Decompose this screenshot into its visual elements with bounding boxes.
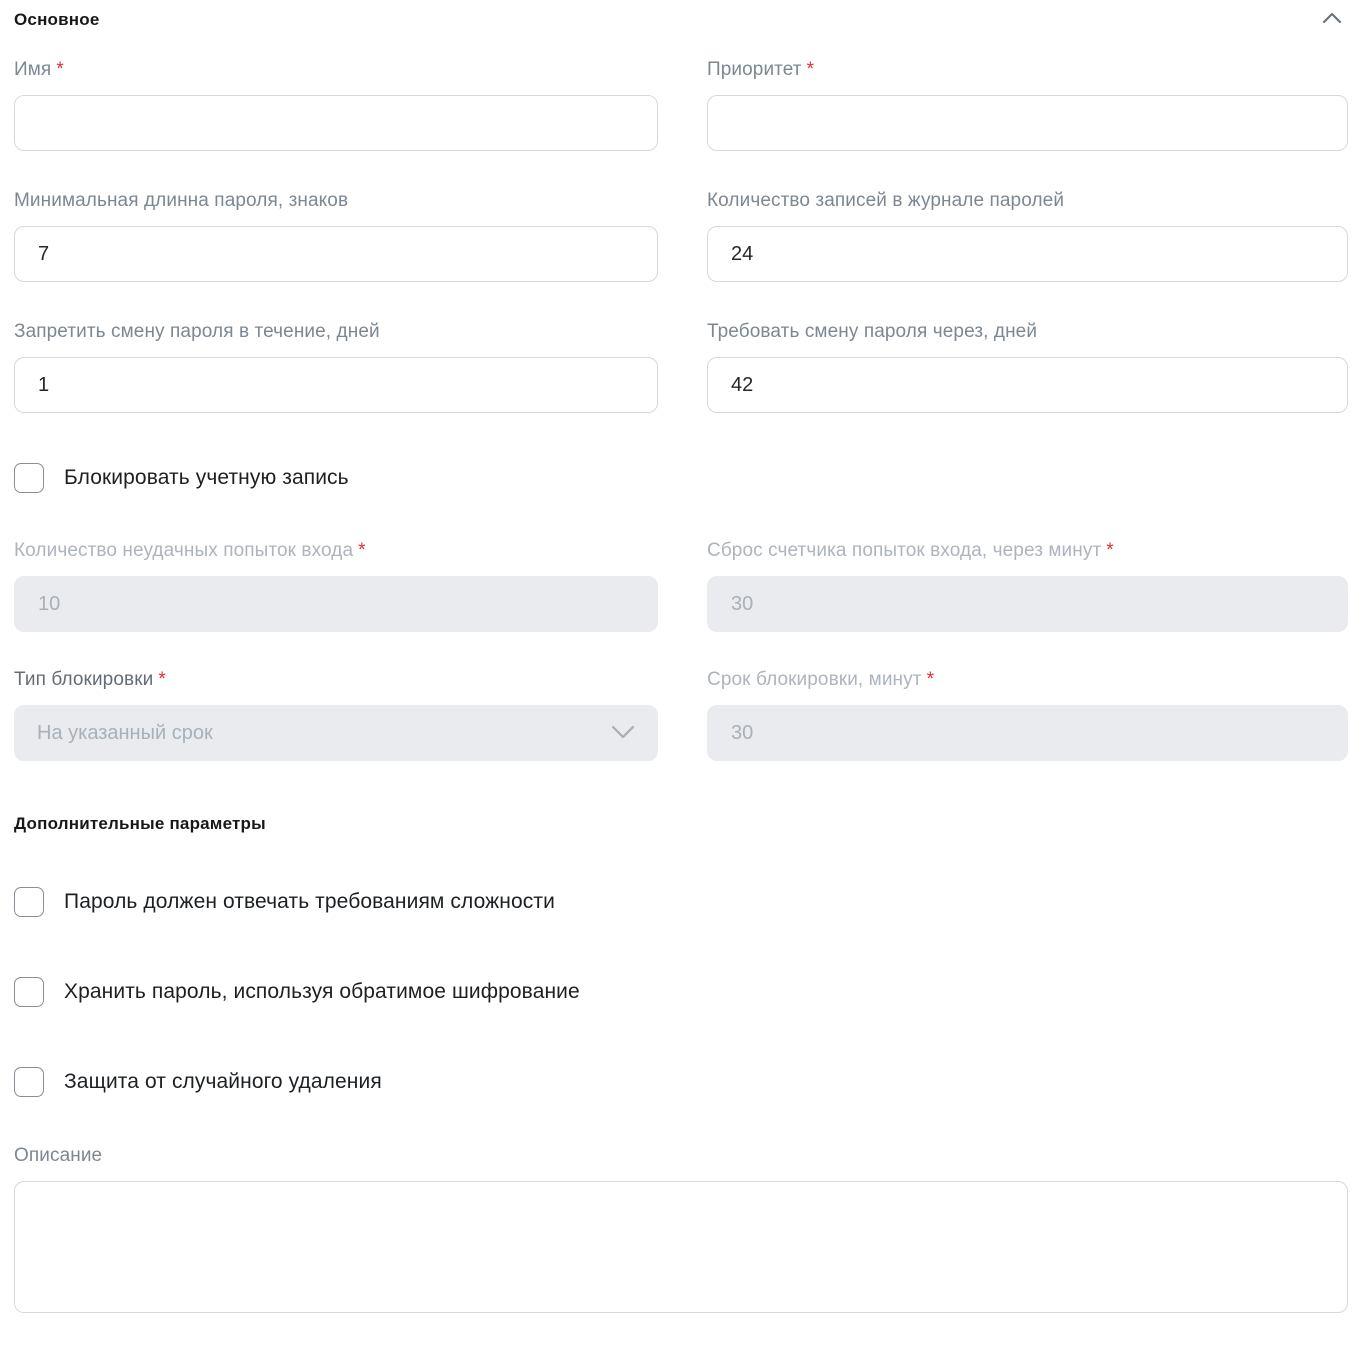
min-password-length-input[interactable] xyxy=(14,226,658,282)
reversible-encryption-checkbox[interactable] xyxy=(14,977,44,1007)
password-journal-input[interactable] xyxy=(707,226,1348,282)
require-change-days-label: Требовать смену пароля через, дней xyxy=(707,321,1038,342)
name-input[interactable] xyxy=(14,95,658,151)
password-complexity-checkbox[interactable] xyxy=(14,887,44,917)
forbid-change-days-label: Запретить смену пароля в течение, дней xyxy=(14,321,380,342)
require-change-days-field xyxy=(707,321,1348,413)
failed-login-attempts-input xyxy=(14,576,658,632)
password-journal-field xyxy=(707,190,1348,282)
delete-protection-checkbox[interactable] xyxy=(14,1067,44,1097)
description-label: Описание xyxy=(14,1145,103,1166)
required-asterisk: * xyxy=(158,669,166,690)
description-textarea[interactable] xyxy=(14,1181,1348,1313)
lock-account-checkbox-row xyxy=(14,463,1348,493)
required-asterisk: * xyxy=(358,540,366,561)
reversible-encryption-checkbox-row xyxy=(14,977,1348,1007)
reset-counter-field xyxy=(707,540,1348,632)
lock-account-checkbox-label: Блокировать учетную запись xyxy=(64,466,349,489)
required-asterisk: * xyxy=(806,59,815,80)
lock-account-checkbox[interactable] xyxy=(14,463,44,493)
lock-type-select xyxy=(14,705,658,761)
collapse-section-button[interactable] xyxy=(1318,10,1346,29)
lock-type-field xyxy=(14,669,658,761)
password-complexity-checkbox-row xyxy=(14,887,1348,917)
description-field xyxy=(14,1145,1348,1313)
delete-protection-checkbox-label: Защита от случайного удаления xyxy=(64,1070,382,1093)
require-change-days-input[interactable] xyxy=(707,357,1348,413)
main-section-header xyxy=(14,10,1348,34)
required-asterisk: * xyxy=(1106,540,1114,561)
lock-duration-input xyxy=(707,705,1348,761)
reset-counter-input xyxy=(707,576,1348,632)
reversible-encryption-checkbox-label: Хранить пароль, используя обратимое шифрование xyxy=(64,980,580,1003)
min-password-length-label: Минимальная длинна пароля, знаков xyxy=(14,190,349,211)
name-label: Имя * xyxy=(14,59,64,80)
lock-duration-label: Срок блокировки, минут * xyxy=(707,669,935,690)
required-asterisk: * xyxy=(926,669,935,690)
forbid-change-days-field xyxy=(14,321,658,413)
name-field xyxy=(14,59,658,151)
priority-field xyxy=(707,59,1348,151)
min-password-length-field xyxy=(14,190,658,282)
delete-protection-checkbox-row xyxy=(14,1067,1348,1097)
password-journal-label: Количество записей в журнале паролей xyxy=(707,190,1065,211)
additional-section-header xyxy=(14,814,1348,834)
failed-login-attempts-label: Количество неудачных попыток входа * xyxy=(14,540,366,561)
forbid-change-days-input[interactable] xyxy=(14,357,658,413)
password-complexity-checkbox-label: Пароль должен отвечать требованиям сложности xyxy=(64,890,555,913)
chevron-down-icon xyxy=(611,722,635,745)
lock-type-label: Тип блокировки * xyxy=(14,669,166,690)
additional-section-title: Дополнительные параметры xyxy=(14,814,266,833)
chevron-up-icon xyxy=(1322,12,1342,27)
main-section-title: Основное xyxy=(14,10,100,29)
lock-duration-field xyxy=(707,669,1348,761)
priority-input[interactable] xyxy=(707,95,1348,151)
failed-login-attempts-field xyxy=(14,540,658,632)
reset-counter-label: Сброс счетчика попыток входа, через минут * xyxy=(707,540,1114,561)
lock-type-select-value: На указанный срок xyxy=(37,721,213,744)
priority-label: Приоритет * xyxy=(707,59,815,80)
required-asterisk: * xyxy=(56,59,64,80)
